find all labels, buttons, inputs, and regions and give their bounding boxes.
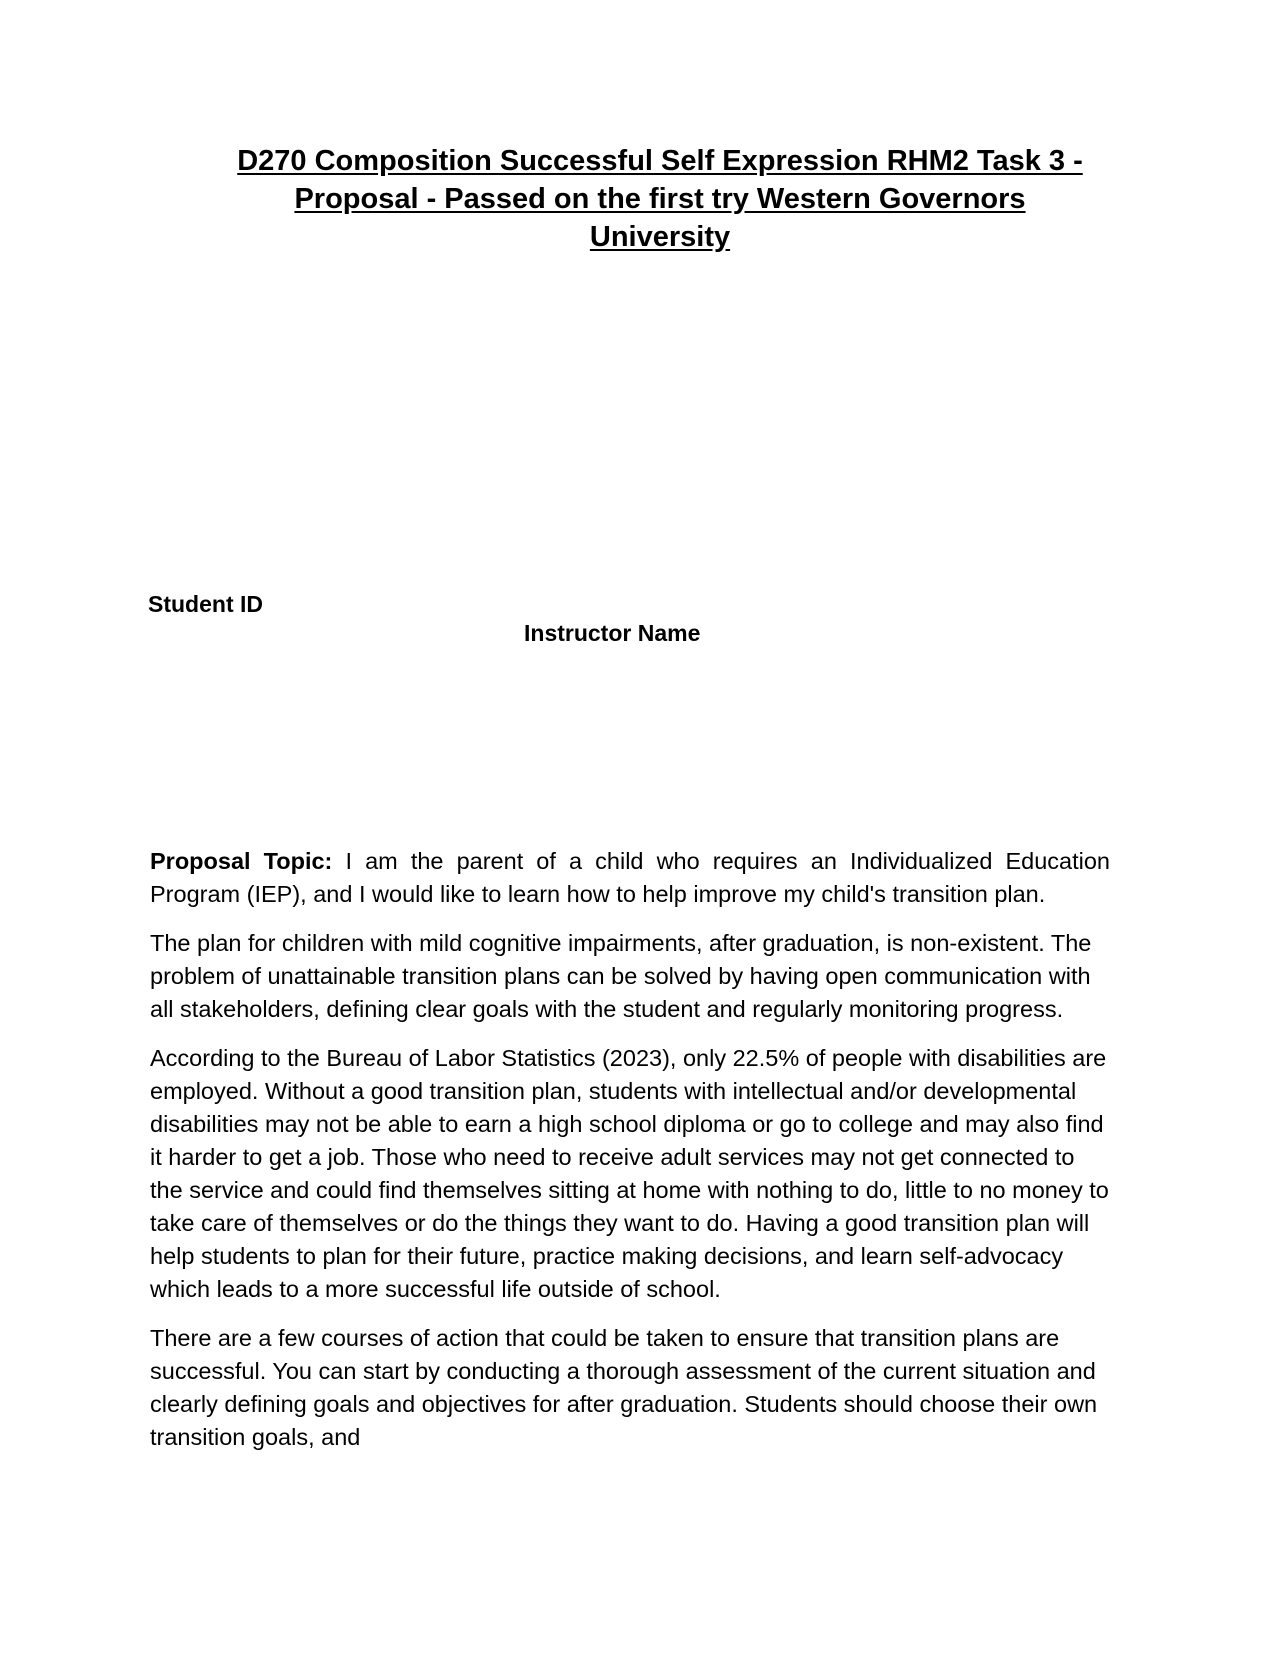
proposal-topic-label: Proposal Topic:: [150, 848, 333, 874]
instructor-name-label: Instructor Name: [524, 620, 701, 646]
body-paragraph-1: The plan for children with mild cognitive impairments, after graduation, is non-existent. The problem of unattainable transition plans can be solved by having open communication with all stakeholders, defining clear goals with the student and regularly monitoring progress.: [150, 930, 1092, 1022]
body-paragraph-3: There are a few courses of action that could be taken to ensure that transition plans are successful. You can start by conducting a thorough assessment of the current situation and clearly defining goals and objectives for after graduation. Students should choose their own transition goals, and: [150, 1325, 1098, 1450]
document-body: [150, 845, 1110, 1470]
document-title: D270 Composition Successful Self Expression RHM2 Task 3 - Proposal - Passed on the first try Western Governors University: [237, 145, 1083, 253]
body-paragraph-2: According to the Bureau of Labor Statistics (2023), only 22.5% of people with disabilities are employed. Without a good transition plan, students with intellectual and/or developmental disabilities may not be able to earn a high school diploma or go to college and may also find it harder to get a job. Those who need to receive adult services may not get connected to the service and could find themselves sitting at home with nothing to do, little to no money to take care of themselves or do the things they want to do. Having a good transition plan will help students to plan for their future, practice making decisions, and learn self-advocacy which leads to a more successful life outside of school.: [150, 1045, 1109, 1302]
proposal-topic-text: I am the parent of a child who requires an Individualized Education Program (IEP), and I would like to learn how to help improve my child's transition plan.: [150, 848, 1110, 907]
proposal-topic-paragraph: [150, 845, 1110, 911]
student-id-label: Student ID: [148, 591, 263, 617]
